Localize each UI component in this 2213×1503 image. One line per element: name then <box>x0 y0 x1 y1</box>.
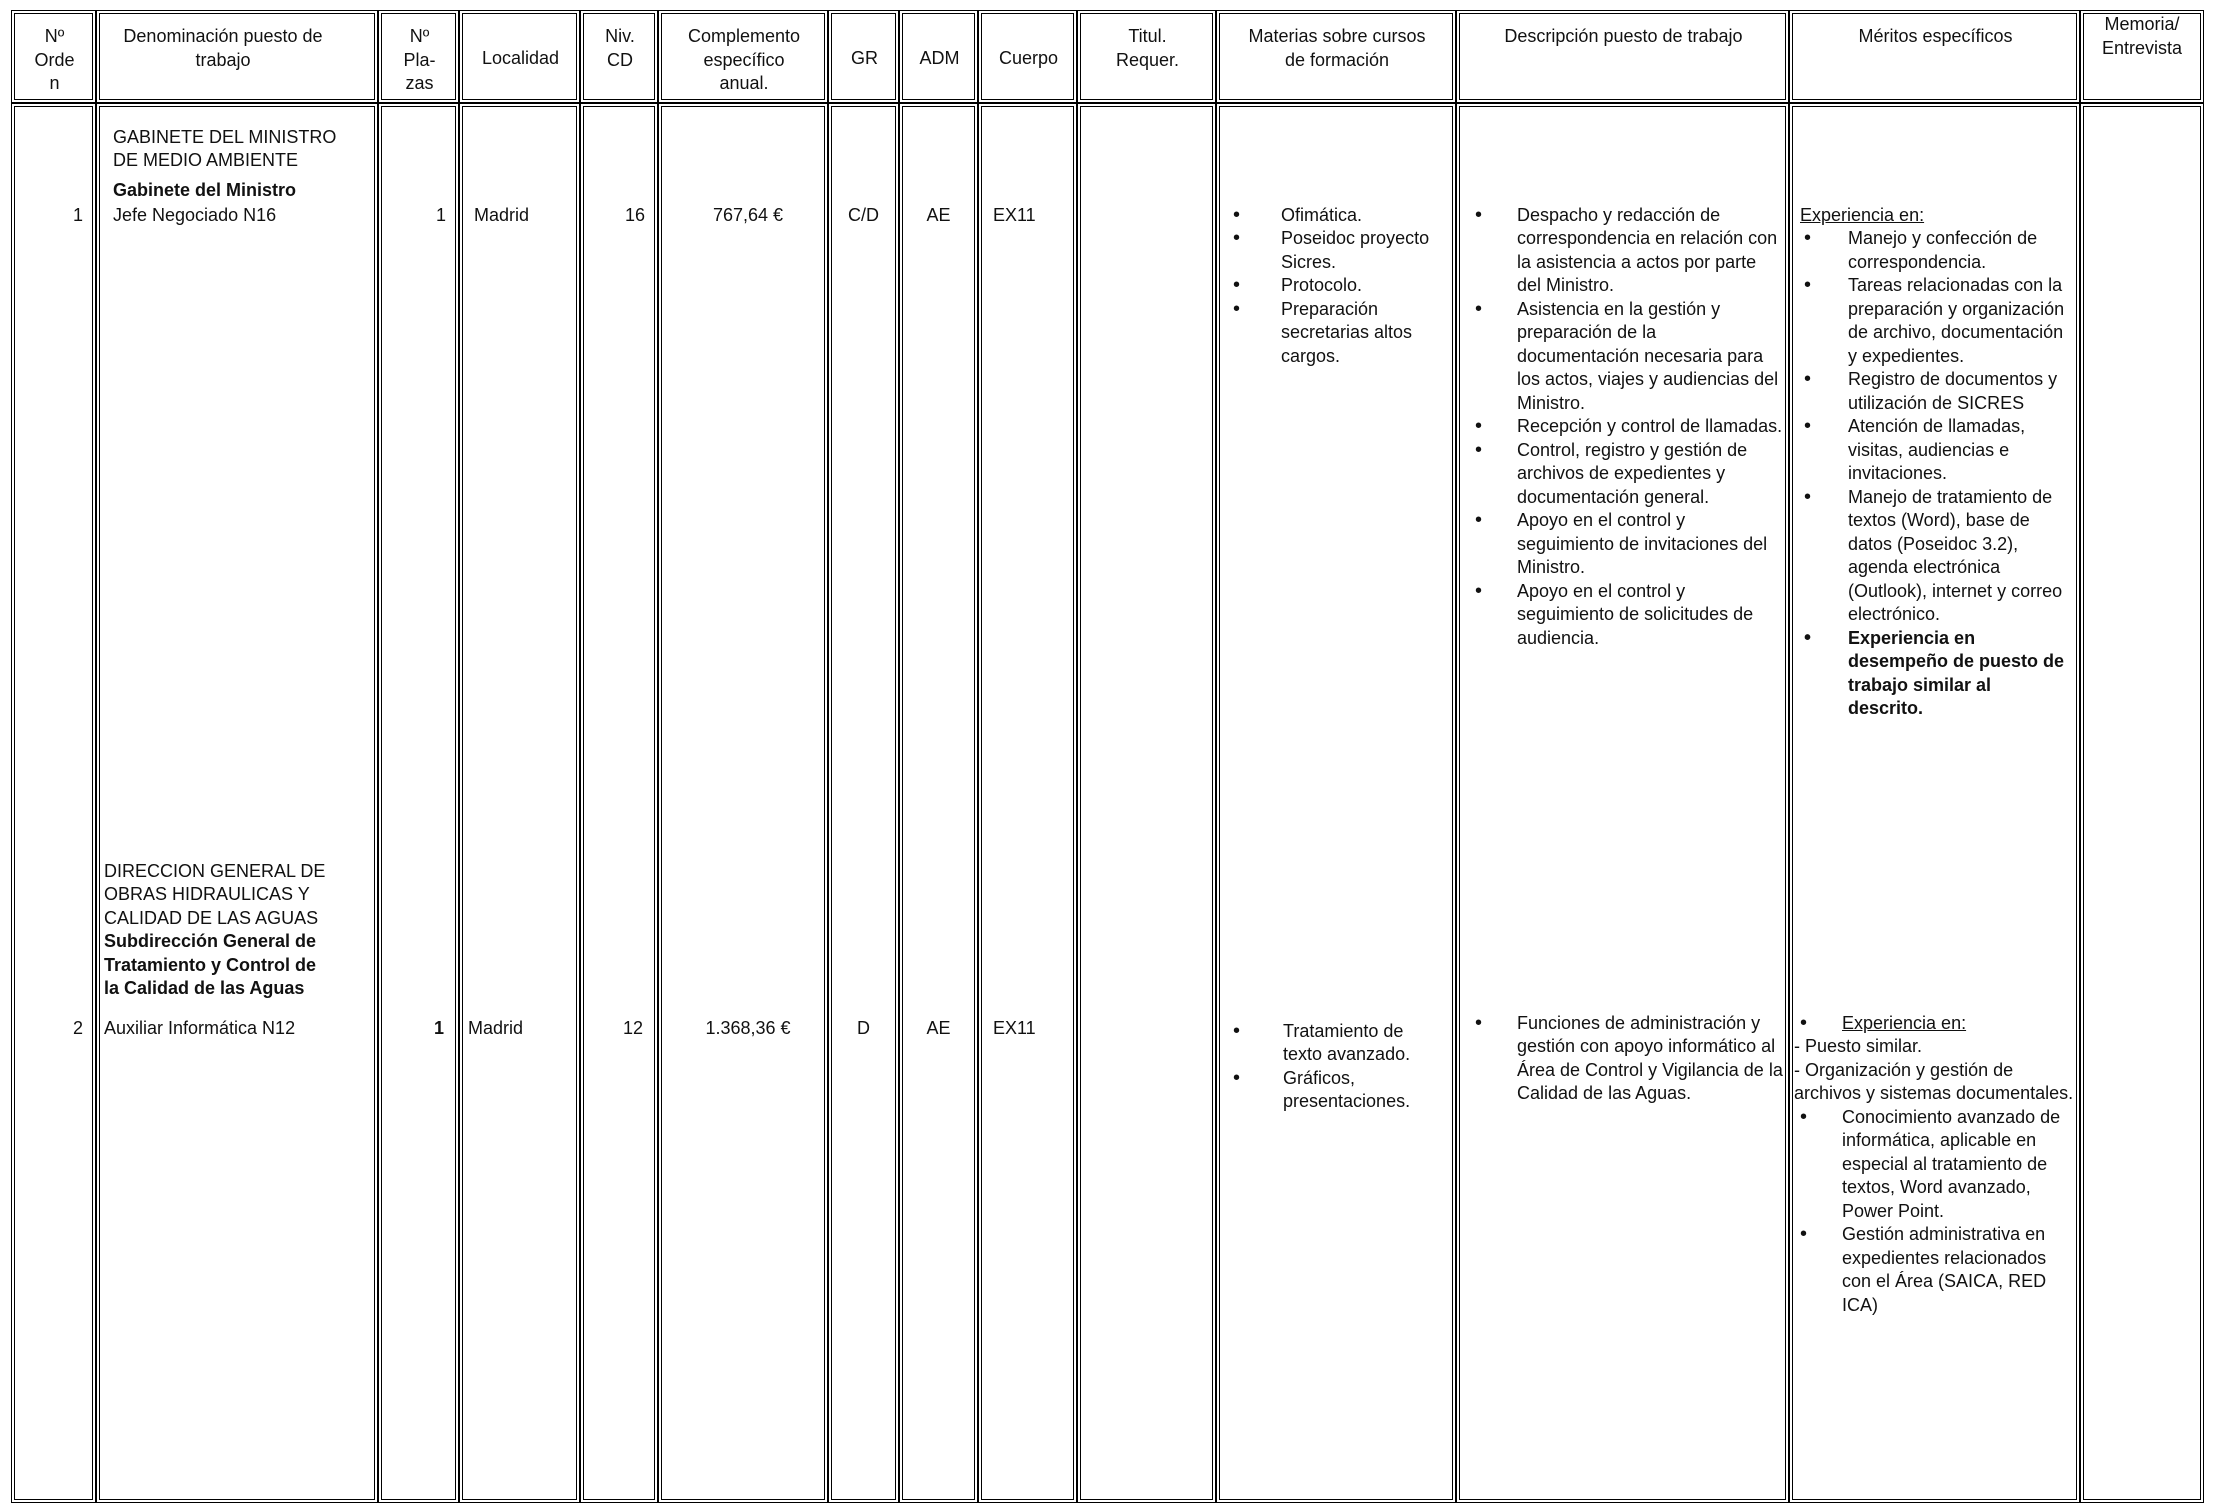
list-item: • Funciones de administración y gestión con apoyo informático al Área de Control y Vigilancia de la Calidad de las Aguas. <box>1465 1012 1783 1106</box>
header-denominacion: Denominación puesto de trabajo <box>96 10 378 103</box>
header-orden: Nº Orde n <box>11 10 96 103</box>
list-item: • Experiencia en desempeño de puesto de trabajo similar al descrito. <box>1794 627 2070 721</box>
col-memoria <box>2080 103 2204 1503</box>
list-item: • Recepción y control de llamadas. <box>1465 415 1783 439</box>
row1-meritos-list <box>1794 227 2070 721</box>
list-item: • Manejo y confección de correspondencia. <box>1794 227 2070 274</box>
row1-complemento: 767,64 € <box>712 204 784 225</box>
col-plazas <box>378 103 459 1503</box>
row2-plazas: 1 <box>433 1017 444 1038</box>
list-item: • Control, registro y gestión de archivos de expedientes y documentación general. <box>1465 439 1783 510</box>
row2-orden: 2 <box>72 1017 83 1038</box>
col-adm <box>899 103 978 1503</box>
row1-nivel: 16 <box>624 204 645 225</box>
header-materias: Materias sobre cursos de formación <box>1216 10 1456 103</box>
row1-localidad: Madrid <box>474 204 530 225</box>
list-item: • Tareas relacionadas con la preparación y organización de archivo, documentación y expedientes. <box>1794 274 2070 368</box>
row1-cuerpo: EX11 <box>993 204 1036 225</box>
col-denominacion <box>96 103 378 1503</box>
row2-org: DIRECCION GENERAL DE OBRAS HIDRAULICAS Y CALIDAD DE LAS AGUAS Subdirección General de Tratamiento y Control de la Calidad de las Aguas <box>104 860 326 998</box>
header-complemento: Complemento específico anual. <box>658 10 828 103</box>
col-materias <box>1216 103 1456 1503</box>
job-positions-table <box>11 10 2204 1503</box>
row1-materias-list <box>1223 204 1441 369</box>
header-row <box>11 10 2204 103</box>
col-orden <box>11 103 96 1503</box>
header-cuerpo: Cuerpo <box>978 10 1077 103</box>
list-item: • Tratamiento de texto avanzado. <box>1223 1020 1423 1067</box>
col-descripcion <box>1456 103 1789 1503</box>
header-memoria: Memoria/ Entrevista <box>2080 10 2204 103</box>
row1-gr: C/D <box>848 204 879 225</box>
list-item: • Asistencia en la gestión y preparación de la documentación necesaria para los actos, viajes y audiencias del Ministro. <box>1465 298 1783 416</box>
list-item: • Registro de documentos y utilización de SICRES <box>1794 368 2070 415</box>
header-descripcion: Descripción puesto de trabajo <box>1456 10 1789 103</box>
col-nivel <box>580 103 658 1503</box>
row1-descripcion-list <box>1465 204 1783 651</box>
header-plazas: Nº Pla- zas <box>378 10 459 103</box>
row2-complemento: 1.368,36 € <box>705 1017 791 1038</box>
header-titul: Titul. Requer. <box>1077 10 1216 103</box>
dash-item: - Puesto similar. <box>1794 1036 1923 1056</box>
row1-adm: AE <box>926 204 951 225</box>
list-item: • Gráficos, presentaciones. <box>1223 1067 1423 1114</box>
row2-meritos <box>1794 1012 2074 1318</box>
list-item: • Preparación secretarias altos cargos. <box>1223 298 1441 369</box>
row2-materias-list <box>1223 1020 1423 1114</box>
list-item: • Conocimiento avanzado de informática, aplicable en especial al tratamiento de textos, Word avanzado, Power Point. <box>1790 1106 2074 1224</box>
row1-denominacion: Jefe Negociado N16 <box>113 204 277 225</box>
row1-org: GABINETE DEL MINISTRO DE MEDIO AMBIENTE Gabinete del Ministro <box>113 126 337 200</box>
list-item: • Ofimática. <box>1223 204 1441 228</box>
row2-cuerpo: EX11 <box>993 1017 1036 1038</box>
col-titul <box>1077 103 1216 1503</box>
list-item: • Poseidoc proyecto Sicres. <box>1223 227 1441 274</box>
col-cuerpo <box>978 103 1077 1503</box>
list-item: • Atención de llamadas, visitas, audiencias e invitaciones. <box>1794 415 2070 486</box>
row1-meritos <box>1800 204 2070 721</box>
header-gr: GR <box>828 10 899 103</box>
header-meritos: Méritos específicos <box>1789 10 2080 103</box>
row2-meritos-list <box>1790 1106 2074 1318</box>
header-localidad: Localidad <box>459 10 580 103</box>
dash-item: - Organización y gestión de archivos y sistemas documentales. <box>1794 1059 2074 1103</box>
row2-adm: AE <box>926 1017 951 1038</box>
col-meritos <box>1789 103 2080 1503</box>
row2-localidad: Madrid <box>468 1017 524 1038</box>
meritos-heading: Experiencia en: <box>1842 1012 1967 1033</box>
meritos-heading: Experiencia en: <box>1800 204 1925 225</box>
row1-orden: 1 <box>72 204 83 225</box>
list-item: • Protocolo. <box>1223 274 1441 298</box>
list-item: • Apoyo en el control y seguimiento de invitaciones del Ministro. <box>1465 509 1783 580</box>
header-nivel: Niv. CD <box>580 10 658 103</box>
row2-descripcion-list <box>1465 1012 1783 1106</box>
list-item: • Manejo de tratamiento de textos (Word), base de datos (Poseidoc 3.2), agenda electrónica (Outlook), internet y correo electrónico. <box>1794 486 2070 627</box>
header-adm: ADM <box>899 10 978 103</box>
list-item: • Gestión administrativa en expedientes relacionados con el Área (SAICA, RED ICA) <box>1790 1223 2074 1317</box>
table-body-row <box>11 103 2204 1503</box>
row2-denominacion: Auxiliar Informática N12 <box>104 1017 296 1038</box>
col-localidad <box>459 103 580 1503</box>
row2-gr: D <box>857 1017 870 1038</box>
list-item: • Despacho y redacción de correspondencia en relación con la asistencia a actos por parte del Ministro. <box>1465 204 1783 298</box>
list-item: • Apoyo en el control y seguimiento de solicitudes de audiencia. <box>1465 580 1783 651</box>
col-gr <box>828 103 899 1503</box>
row1-plazas: 1 <box>435 204 446 225</box>
row2-nivel: 12 <box>622 1017 643 1038</box>
col-complemento <box>658 103 828 1503</box>
